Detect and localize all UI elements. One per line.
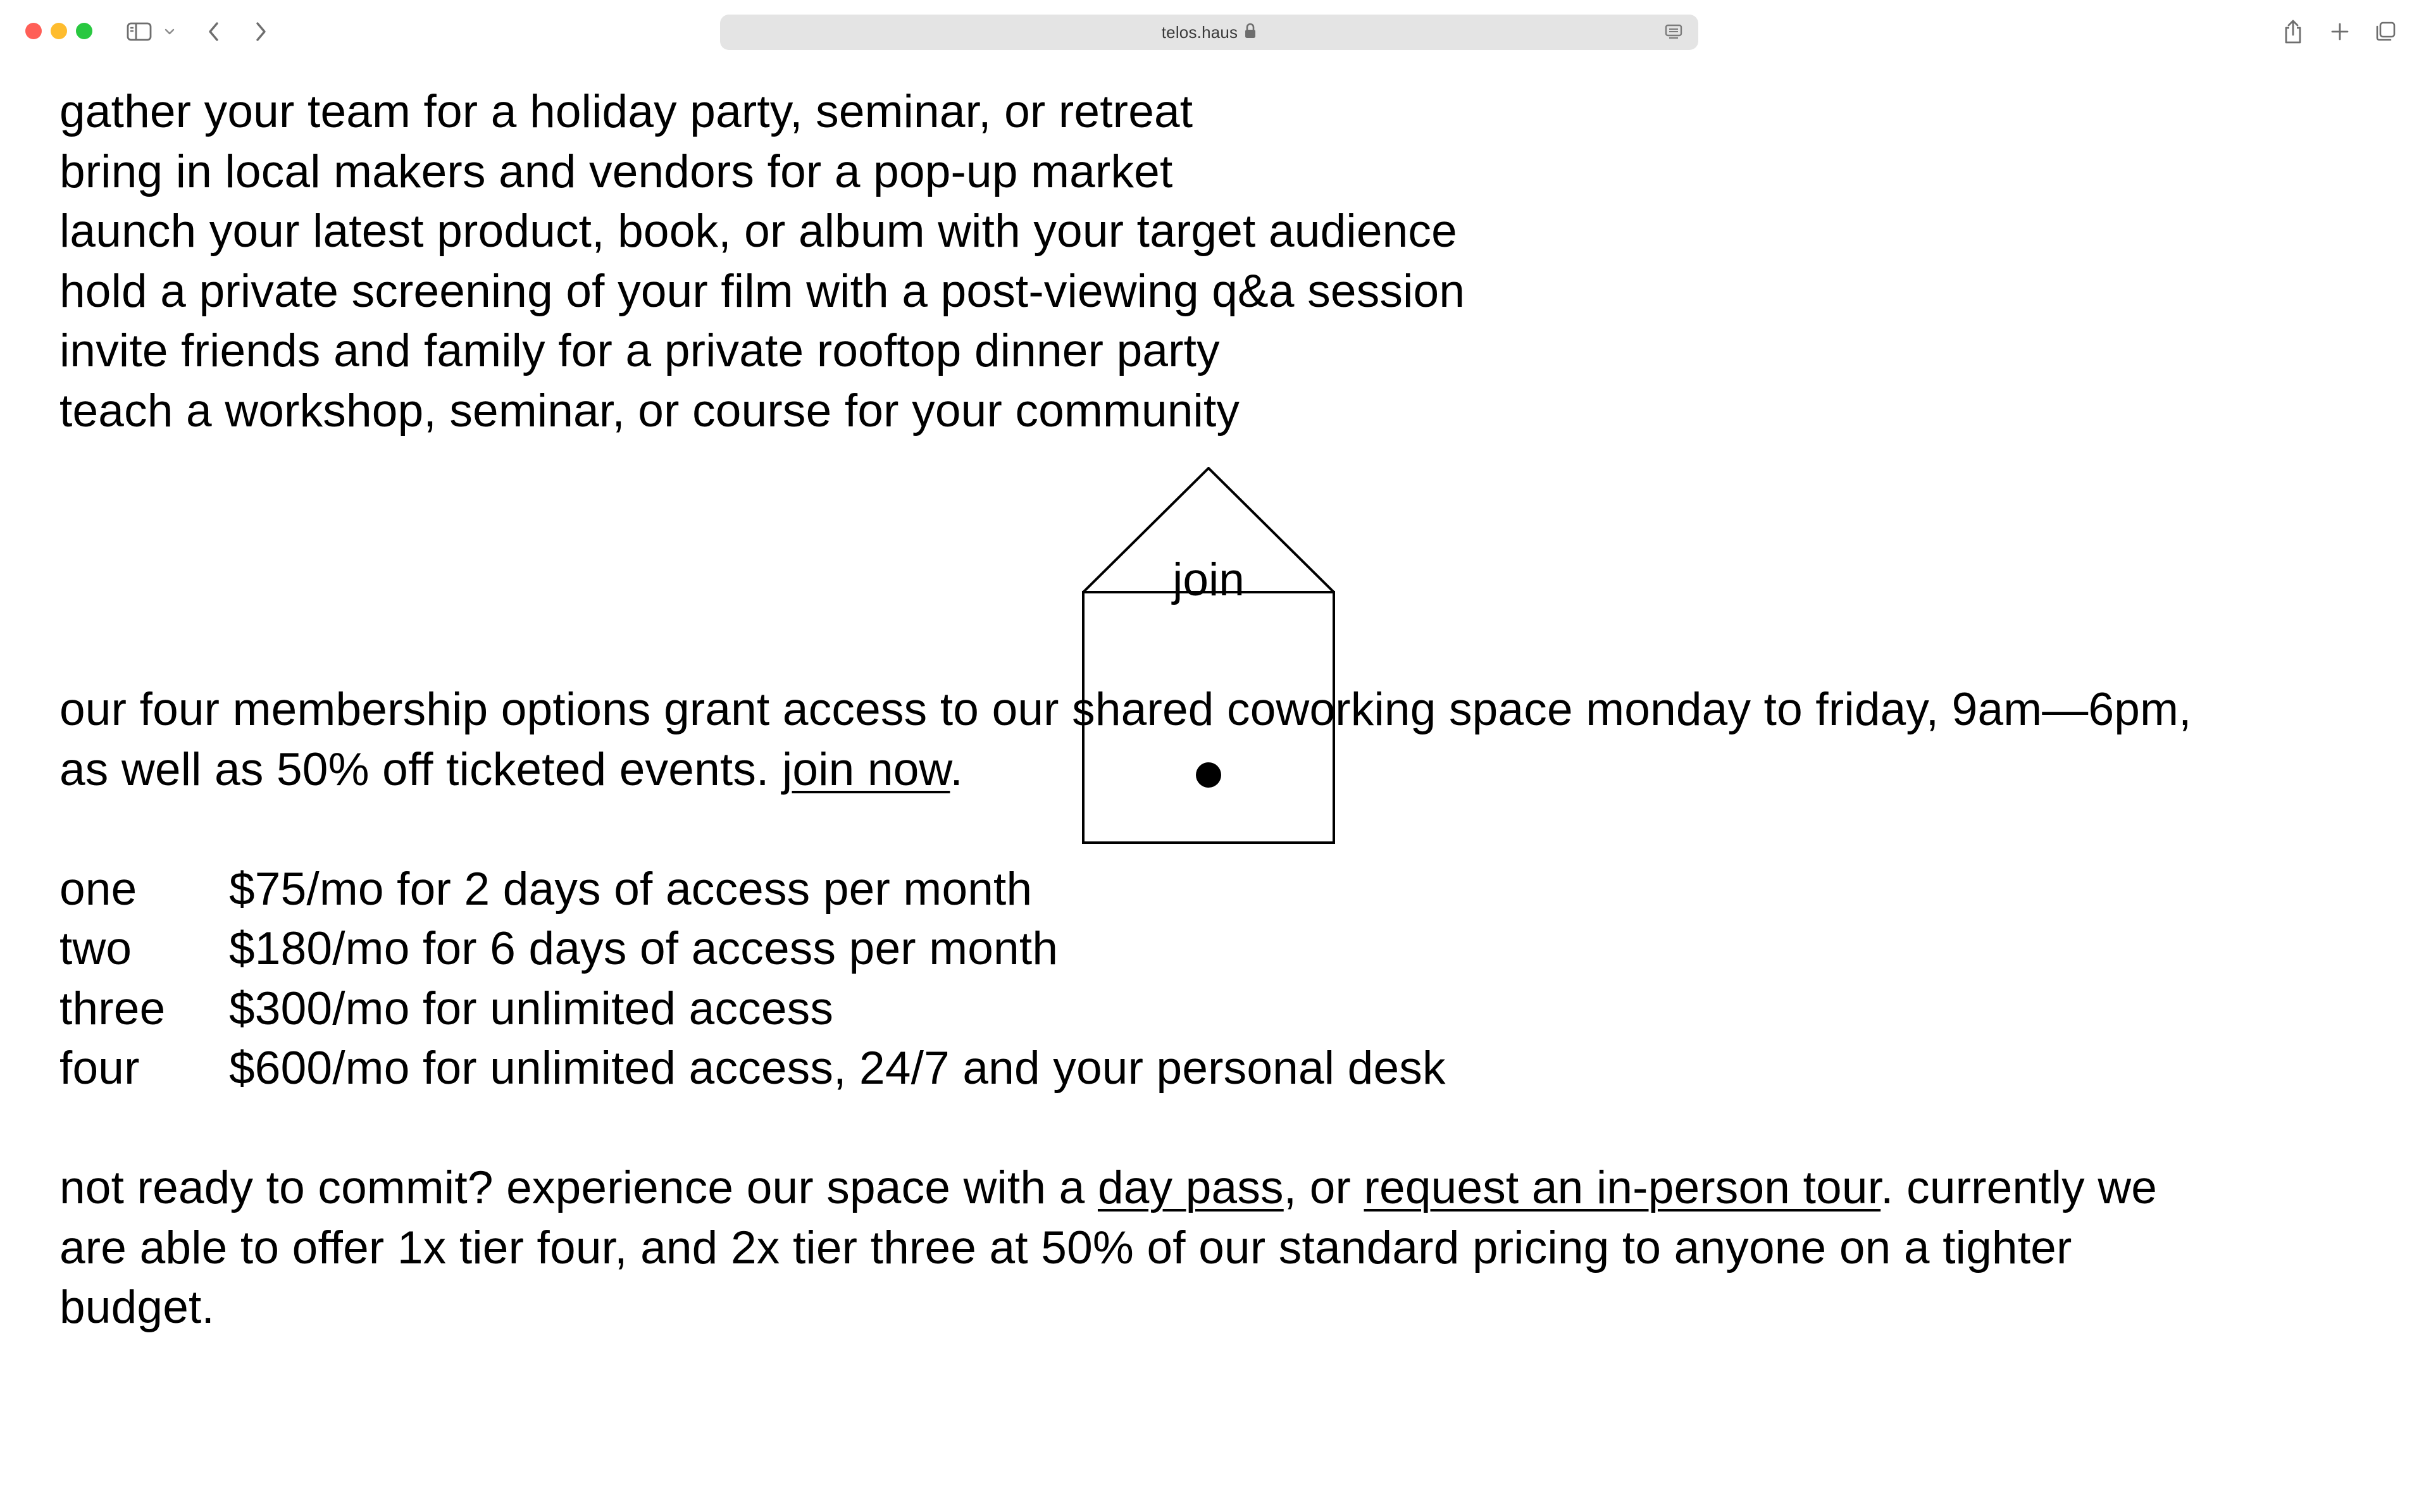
new-tab-button[interactable]	[2327, 16, 2353, 47]
back-button[interactable]	[201, 16, 227, 47]
tier-row	[59, 979, 2375, 1039]
join-house-logo[interactable]	[1082, 467, 1335, 846]
tier-name: two	[59, 923, 132, 974]
close-window-dot[interactable]	[25, 23, 42, 39]
tier-description: $180/mo for 6 days of access per month	[229, 923, 1059, 974]
reader-mode-icon[interactable]	[1664, 23, 1683, 44]
idea-item: hold a private screening of your film with a post-viewing q&a session	[59, 265, 1465, 317]
sidebar-icon	[127, 22, 152, 42]
idea-item: launch your latest product, book, or album with your target audience	[59, 206, 1457, 257]
chevron-left-icon	[206, 20, 221, 43]
lock-icon	[1244, 23, 1257, 42]
tab-overview-icon	[2374, 20, 2397, 43]
chevron-down-icon	[164, 28, 175, 35]
event-ideas-list	[59, 82, 2375, 441]
tier-description: $75/mo for 2 days of access per month	[229, 863, 1033, 915]
share-button[interactable]	[2279, 16, 2307, 47]
closing-line: budget.	[59, 1282, 214, 1333]
idea-item: gather your team for a holiday party, seminar, or retreat	[59, 86, 1193, 137]
tier-row	[59, 919, 2375, 979]
plus-icon	[2330, 22, 2350, 42]
membership-tiers-list	[59, 860, 2375, 1099]
url-text: telos.haus	[1161, 22, 1238, 42]
minimize-window-dot[interactable]	[51, 23, 67, 39]
closing-text: not ready to commit? experience our space with a	[59, 1162, 1098, 1213]
membership-text: .	[950, 743, 963, 795]
sidebar-button[interactable]	[124, 16, 154, 47]
join-now-link[interactable]: join now	[782, 743, 950, 795]
idea-item: teach a workshop, seminar, or course for your community	[59, 385, 1240, 437]
share-icon	[2282, 18, 2304, 45]
day-pass-link[interactable]: day pass	[1097, 1162, 1284, 1213]
sidebar-menu-button[interactable]	[162, 16, 177, 47]
spacer	[59, 1099, 2375, 1159]
tier-name: three	[59, 982, 166, 1034]
forward-button[interactable]	[248, 16, 273, 47]
membership-line: our four membership options grant access to our shared coworking space monday to friday, 9am—6pm,	[59, 684, 2192, 735]
closing-paragraph	[59, 1158, 2375, 1338]
request-tour-link[interactable]: request an in-person tour	[1364, 1162, 1881, 1213]
house-outline-icon	[1082, 467, 1335, 846]
closing-text: , or	[1283, 1162, 1364, 1213]
zoom-window-dot[interactable]	[76, 23, 92, 39]
tier-name: four	[59, 1043, 140, 1094]
tier-row	[59, 860, 2375, 920]
tier-description: $600/mo for unlimited access, 24/7 and your personal desk	[229, 1043, 1446, 1094]
doorknob-dot	[1196, 762, 1221, 788]
tier-description: $300/mo for unlimited access	[229, 982, 834, 1034]
address-bar[interactable]	[720, 15, 1698, 50]
idea-item: invite friends and family for a private rooftop dinner party	[59, 325, 1220, 376]
house-join-label: join	[1172, 554, 1245, 605]
tab-overview-button[interactable]	[2373, 16, 2398, 47]
membership-text: as well as 50% off ticketed events.	[59, 743, 783, 795]
tier-name: one	[59, 863, 137, 915]
browser-toolbar	[0, 0, 2412, 63]
closing-line: are able to offer 1x tier four, and 2x tier three at 50% of our standard pricing to anyone on a tighter	[59, 1222, 2072, 1273]
closing-text: . currently we	[1880, 1162, 2158, 1213]
closing-line	[59, 1158, 2375, 1218]
idea-item: bring in local makers and vendors for a pop-up market	[59, 146, 1173, 197]
tier-row	[59, 1039, 2375, 1099]
chevron-right-icon	[253, 20, 268, 43]
